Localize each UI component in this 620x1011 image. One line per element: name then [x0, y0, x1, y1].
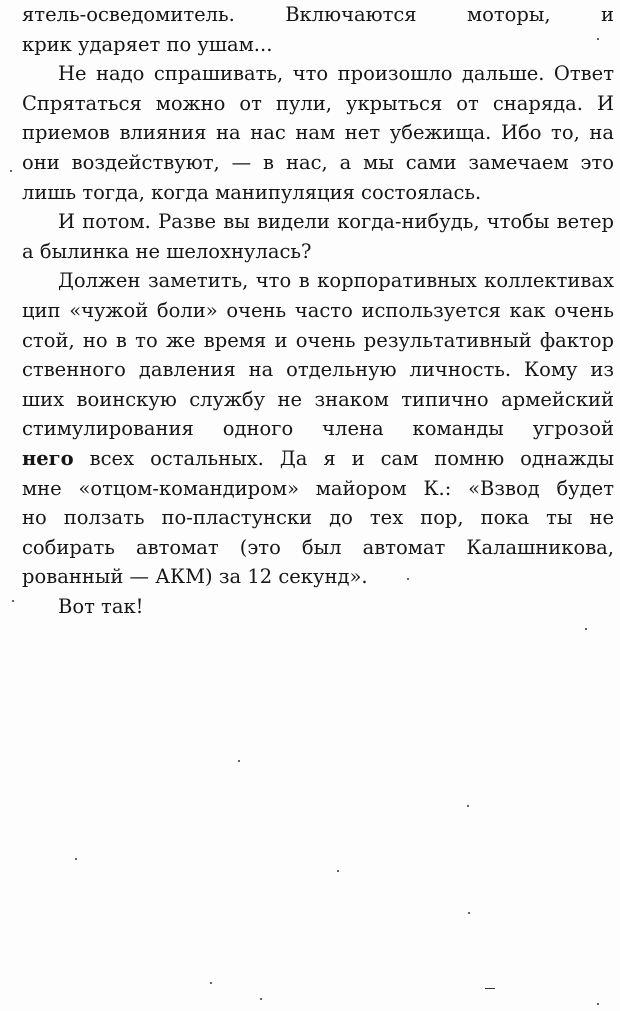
text-line-content: ственного давления на отдельную личность. Кому из [22, 358, 614, 382]
text-line [22, 533, 614, 563]
text-line [22, 355, 614, 385]
text-line-content: стой, но в то же время и очень результативный фактор [22, 328, 614, 352]
text-line [22, 385, 614, 415]
text-line [22, 30, 614, 60]
text-line [22, 326, 614, 356]
scan-speck [468, 912, 470, 914]
text-line-content: ятель-осведомитель. Включаются моторы, и [22, 3, 614, 26]
text-line [22, 0, 614, 30]
scan-speck [407, 578, 409, 580]
text-line-content: приемов влияния на нас нам нет убежища. Ибо то, на [22, 121, 614, 145]
text-line [22, 503, 614, 533]
scan-speck [260, 998, 262, 1000]
scan-speck [585, 628, 587, 630]
text-line [22, 444, 614, 474]
scan-speck [467, 805, 469, 807]
page-text [22, 0, 614, 621]
text-line-content: Спрятаться можно от пули, укрыться от снаряда. И [22, 91, 614, 115]
scan-speck [597, 38, 599, 40]
scan-speck [12, 600, 14, 602]
text-line [22, 266, 614, 296]
scan-speck [337, 870, 339, 872]
text-line [22, 207, 614, 237]
scan-speck [75, 858, 77, 860]
text-line-content: всех остальных. Да я и сам помню однажды [89, 446, 614, 470]
text-line-content: они воздействуют, — в нас, а мы сами замечаем это [22, 150, 614, 174]
scan-speck [597, 1003, 599, 1005]
text-line [22, 178, 614, 208]
text-line [22, 474, 614, 504]
text-line-content: Вот так! [58, 594, 144, 618]
text-line [22, 118, 614, 148]
text-line-content: цип «чужой боли» очень часто используется как очень [22, 298, 614, 322]
text-line-content: собирать автомат (это был автомат Калашникова, [22, 535, 614, 559]
text-line [22, 562, 614, 592]
text-line-content: крик ударяет по ушам... [22, 32, 273, 56]
scan-speck [485, 988, 495, 989]
text-line-content: стимулирования одного члена команды угрозой [22, 417, 614, 441]
text-line [22, 296, 614, 326]
text-line [22, 148, 614, 178]
scan-speck [238, 760, 240, 762]
text-line-content: ших воинскую службу не знаком типично армейский [22, 387, 614, 411]
text-line [22, 592, 614, 622]
text-line [22, 89, 614, 119]
text-line-content: Не надо спрашивать, что произошло дальше. Ответ [58, 62, 614, 86]
text-line [22, 59, 614, 89]
bold-text: него [22, 446, 74, 470]
scan-speck [210, 982, 212, 984]
text-line-content: а былинка не шелохнулась? [22, 239, 312, 263]
text-line-content: лишь тогда, когда манипуляция состоялась. [22, 180, 482, 204]
text-line-content: рованный — АКМ) за 12 секунд». [22, 565, 368, 589]
text-line-content: мне «отцом-командиром» майором К.: «Взвод будет [22, 476, 614, 500]
scan-speck [10, 170, 12, 172]
text-line-content: Должен заметить, что в корпоративных коллективах [58, 269, 614, 293]
text-line [22, 237, 614, 267]
text-line-content: но ползать по-пластунски до тех пор, пока ты не [22, 506, 614, 530]
text-line [22, 414, 614, 444]
text-line-content: И потом. Разве вы видели когда-нибудь, чтобы ветер [58, 210, 614, 234]
